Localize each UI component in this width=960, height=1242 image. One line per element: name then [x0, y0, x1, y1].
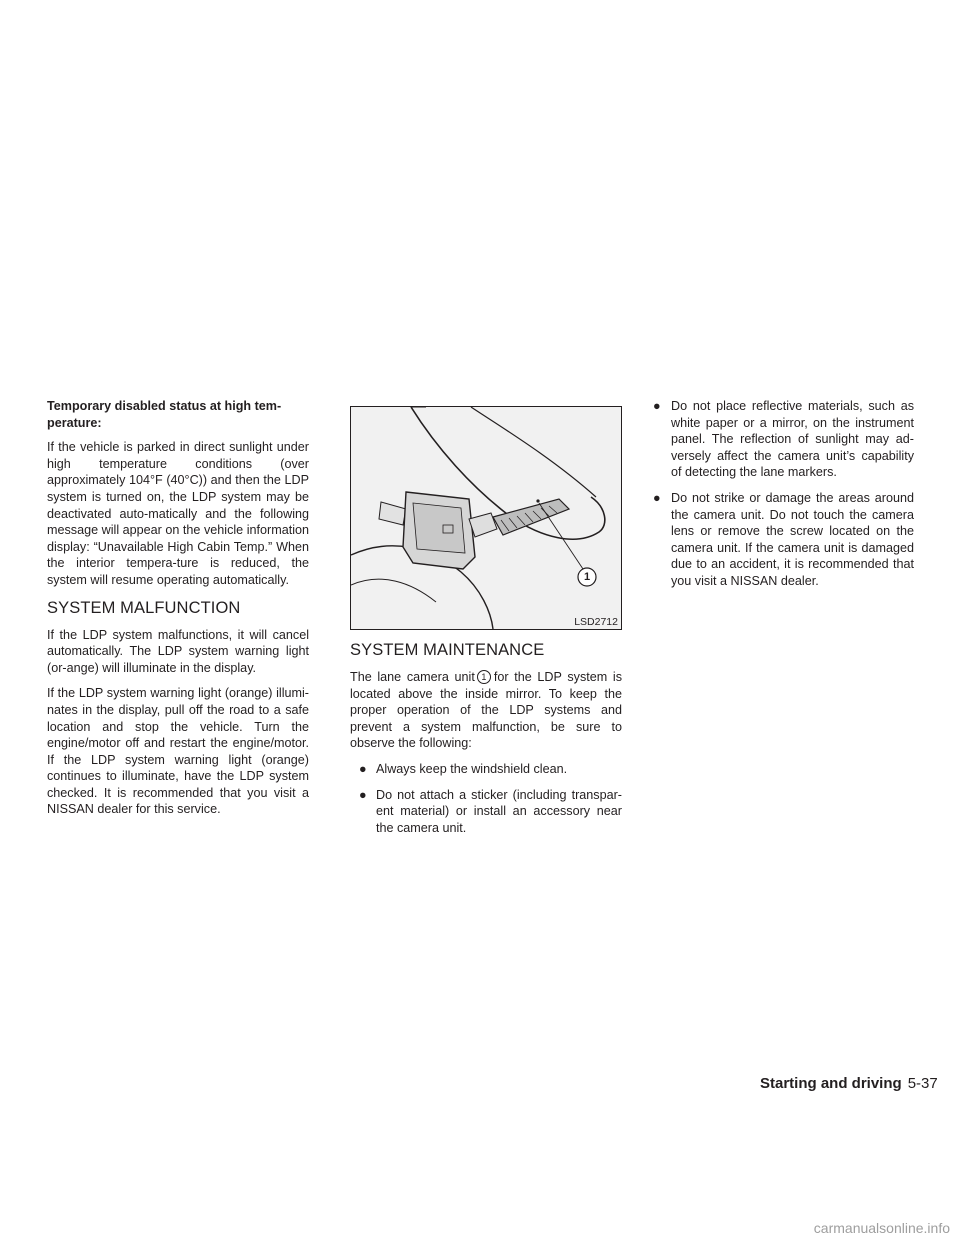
camera-illustration: [351, 407, 621, 629]
list-item: ● Do not place reflective materials, such as white paper or a mirror, on the instrument panel. The reflection of sunlight may ad-versely affect the camera unit’s capability of detecting the lane markers.: [653, 399, 914, 480]
bullet-icon: ●: [359, 761, 367, 776]
maintenance-bullet-list-continued: [652, 398, 914, 590]
callout-marker-1: 1: [477, 670, 491, 684]
heading-system-malfunction: SYSTEM MALFUNCTION: [47, 598, 241, 617]
heading-system-maintenance: SYSTEM MAINTENANCE: [350, 641, 545, 659]
bullet-icon: ●: [653, 399, 661, 413]
paragraph-malfunction-1: If the LDP system malfunctions, it will cancel automatically. The LDP system warning light (or-ange) will illuminate in the display.: [47, 627, 309, 675]
maintenance-bullet-list: [350, 761, 622, 836]
page-footer: [760, 1074, 938, 1094]
list-item: ● Do not attach a sticker (including transpar-ent material) or install an accessory near the camera unit.: [359, 787, 622, 835]
watermark: carmanualsonline.info: [813, 1220, 950, 1236]
figure-callout-1: 1: [583, 571, 591, 583]
bullet-icon: ●: [653, 490, 661, 505]
list-item: ● Do not strike or damage the areas around the camera unit. Do not touch the camera lens or remove the screw located on the camera unit. If the camera unit is damaged due to an accident, it is recommended that you visit a NISSAN dealer.: [653, 490, 914, 588]
paragraph-maintenance: The lane camera unit 1 for the LDP system is located above the inside mirror. To keep the proper operation of the LDP systems and prevent a system malfunction, be sure to observe the following:: [350, 670, 622, 751]
subheading-high-temperature: Temporary disabled status at high tem-perature:: [47, 399, 282, 430]
footer-section-title: Starting and driving: [760, 1075, 902, 1092]
left-column: [47, 398, 309, 827]
page-number: 5-37: [907, 1075, 938, 1092]
bullet-icon: ●: [359, 787, 367, 802]
paragraph-malfunction-2: If the LDP system warning light (orange) illumi-nates in the display, pull off the road to a safe location and stop the vehicle. Turn the engine/motor off and restart the engine/motor. If the LDP system warning light (orange) continues to illuminate, have the LDP system checked. It is recommended that you visit a NISSAN dealer for this service.: [47, 686, 309, 817]
list-item: ● Always keep the windshield clean.: [359, 761, 568, 776]
middle-column: [350, 636, 622, 845]
paragraph-high-temperature: If the vehicle is parked in direct sunlight under high temperature conditions (over approximately 104°F (40°C)) and then the LDP system is turned on, the LDP system may be deactivated auto-matically and the following message will appear on the vehicle information display: “Unavailable High Cabin Temp.” When the interior tempera-ture is reduced, the system will resume operating automatically.: [47, 440, 309, 587]
right-column: [652, 398, 914, 599]
figure-code: LSD2712: [574, 616, 618, 628]
camera-unit-figure: [350, 406, 622, 630]
